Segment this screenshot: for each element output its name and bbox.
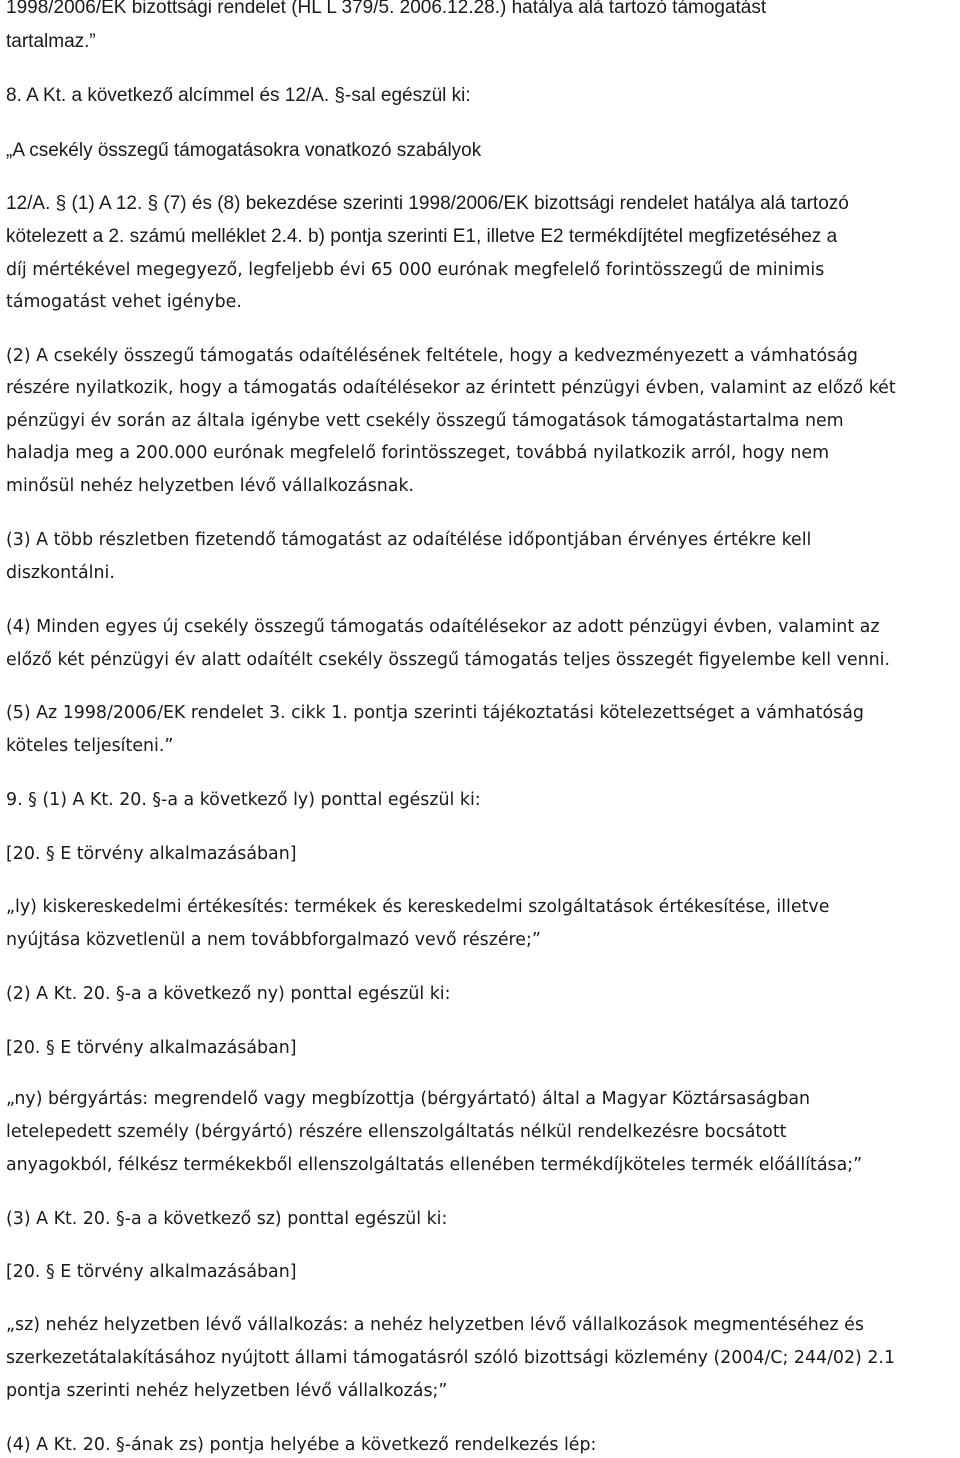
text-line: „A csekély összegű támogatásokra vonatkozó szabályok [6,140,482,161]
text-line: (3) A Kt. 20. §-a a következő sz) ponttal egészül ki: [6,1209,448,1229]
text-line: támogatást vehet igénybe. [6,292,242,312]
text-line: (3) A több részletben fizetendő támogatást az odaítélése időpontjában érvényes értékre kell [6,530,812,550]
text-line: anyagokból, félkész termékekből ellenszolgáltatás ellenében termékdíjköteles termék előállítása;” [6,1155,863,1175]
text-line: előző két pénzügyi év alatt odaítélt csekély összegű támogatás teljes összegét figyelembe kell venni. [6,650,890,670]
text-line: „ny) bérgyártás: megrendelő vagy megbízottja (bérgyártató) által a Magyar Köztársaságban [6,1089,811,1109]
text-line: (2) A Kt. 20. §-a a következő ny) ponttal egészül ki: [6,984,451,1004]
text-line: tartalmaz.” [6,31,96,52]
text-line: [20. § E törvény alkalmazásában] [6,1262,297,1282]
text-line: (4) Minden egyes új csekély összegű támogatás odaítélésekor az adott pénzügyi évben, valamint az [6,617,880,637]
text-line: 8. A Kt. a következő alcímmel és 12/A. §-sal egészül ki: [6,85,471,106]
text-line: pontja szerinti nehéz helyzetben lévő vállalkozás;” [6,1381,448,1401]
text-line: köteles teljesíteni.” [6,736,174,756]
text-line: 9. § (1) A Kt. 20. §-a a következő ly) ponttal egészül ki: [6,790,481,810]
text-line: szerkezetátalakításához nyújtott állami támogatásról szóló bizottsági közlemény (2004/C; 244/02) 2.1 [6,1348,896,1368]
text-line: haladja meg a 200.000 eurónak megfelelő forintösszeget, továbbá nyilatkozik arról, hogy nem [6,443,830,463]
text-line: (2) A csekély összegű támogatás odaítélésének feltétele, hogy a kedvezményezett a vámhatóság [6,346,858,366]
text-line: diszkontálni. [6,563,115,583]
text-line: [20. § E törvény alkalmazásában] [6,844,297,864]
text-line: minősül nehéz helyzetben lévő vállalkozásnak. [6,476,415,496]
text-line: (4) A Kt. 20. §-ának zs) pontja helyébe a következő rendelkezés lép: [6,1435,597,1455]
text-line: (5) Az 1998/2006/EK rendelet 3. cikk 1. pontja szerinti tájékoztatási kötelezettséget a vámhatóság [6,703,864,723]
text-line: 12/A. § (1) A 12. § (7) és (8) bekezdése szerinti 1998/2006/EK bizottsági rendelet hatálya alá tartozó [6,193,849,214]
text-line: „ly) kiskereskedelmi értékesítés: termékek és kereskedelmi szolgáltatások értékesítése, illetve [6,897,830,917]
text-line: [20. § E törvény alkalmazásában] [6,1038,297,1058]
text-line: „sz) nehéz helyzetben lévő vállalkozás: a nehéz helyzetben lévő vállalkozások megmentéséhez és [6,1315,864,1335]
text-line: díj mértékével megegyező, legfeljebb évi 65 000 eurónak megfelelő forintösszegű de minimis [6,260,825,280]
text-line: letelepedett személy (bérgyártó) részére ellenszolgáltatás nélkül rendelkezésre bocsátott [6,1122,787,1142]
text-line: részére nyilatkozik, hogy a támogatás odaítélésekor az érintett pénzügyi évben, valamint az előző két [6,378,896,398]
text-line: nyújtása közvetlenül a nem továbbforgalmazó vevő részére;” [6,930,541,950]
text-line: 1998/2006/EK bizottsági rendelet (HL L 379/5. 2006.12.28.) hatálya alá tartozó támogatást [6,0,767,18]
text-line: pénzügyi év során az általa igénybe vett csekély összegű támogatások támogatástartalma nem [6,411,844,431]
text-line: kötelezett a 2. számú melléklet 2.4. b) pontja szerinti E1, illetve E2 termékdíjtétel megfizetéséhez a [6,226,838,247]
